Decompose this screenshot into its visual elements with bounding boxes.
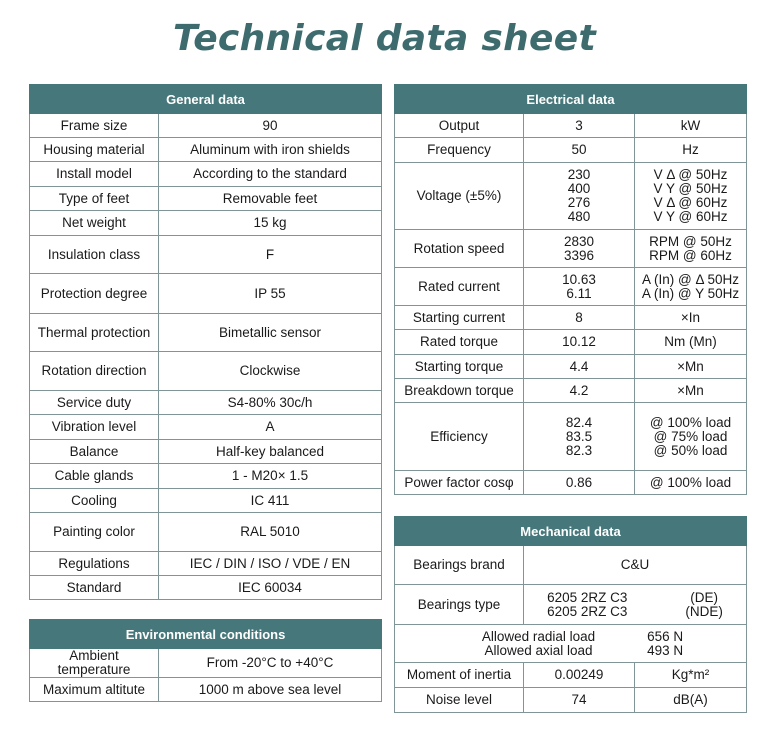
table-cell: 3 — [524, 114, 635, 138]
table-row — [395, 625, 747, 663]
table-cell: 50 — [524, 138, 635, 163]
table-cell: Rated current — [395, 268, 524, 306]
table-cell: Type of feet — [30, 187, 159, 211]
table-cell: Cable glands — [30, 464, 159, 489]
table-row — [395, 230, 747, 268]
table-row — [395, 688, 747, 713]
table-row — [395, 268, 747, 306]
table-cell: ×In — [635, 306, 747, 330]
table-row — [30, 678, 382, 702]
table-cell: Starting current — [395, 306, 524, 330]
table-cell: From -20°C to +40°C — [159, 649, 382, 678]
table-cell: IP 55 — [159, 274, 382, 314]
electrical-data-table — [394, 84, 747, 495]
table-cell: 74 — [524, 688, 635, 713]
table-cell: Maximum altitute — [30, 678, 159, 702]
table-cell: Regulations — [30, 552, 159, 576]
table-cell: Bearings brand — [395, 546, 524, 585]
electrical-data-header: Electrical data — [395, 85, 747, 114]
table-row — [395, 546, 747, 585]
table-row — [30, 576, 382, 600]
general-data-header: General data — [30, 85, 382, 114]
table-cell: Power factor cosφ — [395, 471, 524, 495]
table-row — [395, 355, 747, 379]
table-cell: 15 kg — [159, 211, 382, 236]
table-row — [395, 306, 747, 330]
table-cell: dB(A) — [635, 688, 747, 713]
table-cell: Install model — [30, 162, 159, 187]
table-cell: Cooling — [30, 489, 159, 513]
general-data-table — [29, 84, 382, 600]
table-row — [30, 391, 382, 415]
table-cell: Breakdown torque — [395, 379, 524, 403]
table-row — [30, 440, 382, 464]
table-row — [395, 403, 747, 471]
table-cell: 8 — [524, 306, 635, 330]
table-row — [30, 649, 382, 678]
table-cell: Balance — [30, 440, 159, 464]
table-cell: According to the standard — [159, 162, 382, 187]
table-cell: 4.2 — [524, 379, 635, 403]
table-cell: Vibration level — [30, 415, 159, 440]
table-row — [395, 114, 747, 138]
table-cell: 230 400 276 480 — [524, 163, 635, 230]
table-cell: A (In) @ Δ 50Hz A (In) @ Y 50Hz — [635, 268, 747, 306]
table-cell: 90 — [159, 114, 382, 138]
table-cell: Kg*m² — [635, 663, 747, 688]
table-cell: 4.4 — [524, 355, 635, 379]
table-cell: 10.63 6.11 — [524, 268, 635, 306]
table-row — [30, 114, 382, 138]
table-cell: Bearings type — [395, 585, 524, 625]
table-cell: F — [159, 236, 382, 274]
table-cell: @ 100% load — [635, 471, 747, 495]
table-cell: Bimetallic sensor — [159, 314, 382, 352]
environmental-conditions-header: Environmental conditions — [30, 620, 382, 649]
table-row — [30, 187, 382, 211]
table-cell: Hz — [635, 138, 747, 163]
table-cell: Standard — [30, 576, 159, 600]
table-cell: Net weight — [30, 211, 159, 236]
table-row — [30, 274, 382, 314]
table-cell: 1000 m above sea level — [159, 678, 382, 702]
table-cell: 2830 3396 — [524, 230, 635, 268]
table-cell: Noise level — [395, 688, 524, 713]
table-row — [30, 415, 382, 440]
table-row — [30, 162, 382, 187]
mechanical-data-header: Mechanical data — [395, 517, 747, 546]
table-cell: V Δ @ 50Hz V Y @ 50Hz V Δ @ 60Hz V Y @ 60Hz — [635, 163, 747, 230]
table-row — [395, 471, 747, 495]
table-cell: 6205 2RZ C3 6205 2RZ C3 (DE) (NDE) — [524, 585, 747, 625]
table-cell: IC 411 — [159, 489, 382, 513]
table-cell: Allowed radial load Allowed axial load 656 N 493 N — [395, 625, 747, 663]
table-cell: C&U — [524, 546, 747, 585]
table-row — [30, 513, 382, 552]
table-cell: Rotation speed — [395, 230, 524, 268]
table-cell: Insulation class — [30, 236, 159, 274]
table-row — [30, 464, 382, 489]
table-cell: Ambient temperature — [30, 649, 159, 678]
table-cell: Rated torque — [395, 330, 524, 355]
table-cell: Aluminum with iron shields — [159, 138, 382, 162]
table-row — [395, 663, 747, 688]
table-cell: Frequency — [395, 138, 524, 163]
table-row — [30, 489, 382, 513]
table-cell: Painting color — [30, 513, 159, 552]
table-row — [395, 379, 747, 403]
table-row — [30, 211, 382, 236]
table-row — [30, 314, 382, 352]
table-cell: kW — [635, 114, 747, 138]
table-cell: @ 100% load @ 75% load @ 50% load — [635, 403, 747, 471]
table-row — [395, 585, 747, 625]
table-row — [395, 163, 747, 230]
table-cell: Housing material — [30, 138, 159, 162]
table-row — [395, 330, 747, 355]
general-data-rows — [30, 114, 382, 600]
table-cell: IEC 60034 — [159, 576, 382, 600]
table-cell: ×Mn — [635, 379, 747, 403]
table-cell: RPM @ 50Hz RPM @ 60Hz — [635, 230, 747, 268]
table-cell: Starting torque — [395, 355, 524, 379]
table-cell: Voltage (±5%) — [395, 163, 524, 230]
page-title: Technical data sheet — [173, 18, 596, 59]
table-cell: Moment of inertia — [395, 663, 524, 688]
table-row — [30, 352, 382, 391]
table-cell: Removable feet — [159, 187, 382, 211]
table-row — [30, 552, 382, 576]
table-cell: 82.4 83.5 82.3 — [524, 403, 635, 471]
table-row — [395, 138, 747, 163]
environmental-conditions-table — [29, 619, 382, 702]
table-cell: ×Mn — [635, 355, 747, 379]
table-cell: Nm (Mn) — [635, 330, 747, 355]
table-row — [30, 236, 382, 274]
table-cell: S4-80% 30c/h — [159, 391, 382, 415]
table-row — [30, 138, 382, 162]
table-cell: Protection degree — [30, 274, 159, 314]
table-cell: Thermal protection — [30, 314, 159, 352]
table-cell: Half-key balanced — [159, 440, 382, 464]
table-cell: Rotation direction — [30, 352, 159, 391]
table-cell: Output — [395, 114, 524, 138]
table-cell: Clockwise — [159, 352, 382, 391]
table-cell: Service duty — [30, 391, 159, 415]
table-cell: Efficiency — [395, 403, 524, 471]
table-cell: 0.00249 — [524, 663, 635, 688]
table-cell: IEC / DIN / ISO / VDE / EN — [159, 552, 382, 576]
mechanical-data-table — [394, 516, 747, 713]
table-cell: A — [159, 415, 382, 440]
table-cell: Frame size — [30, 114, 159, 138]
table-cell: 1 - M20× 1.5 — [159, 464, 382, 489]
table-cell: RAL 5010 — [159, 513, 382, 552]
table-cell: 0.86 — [524, 471, 635, 495]
table-cell: 10.12 — [524, 330, 635, 355]
